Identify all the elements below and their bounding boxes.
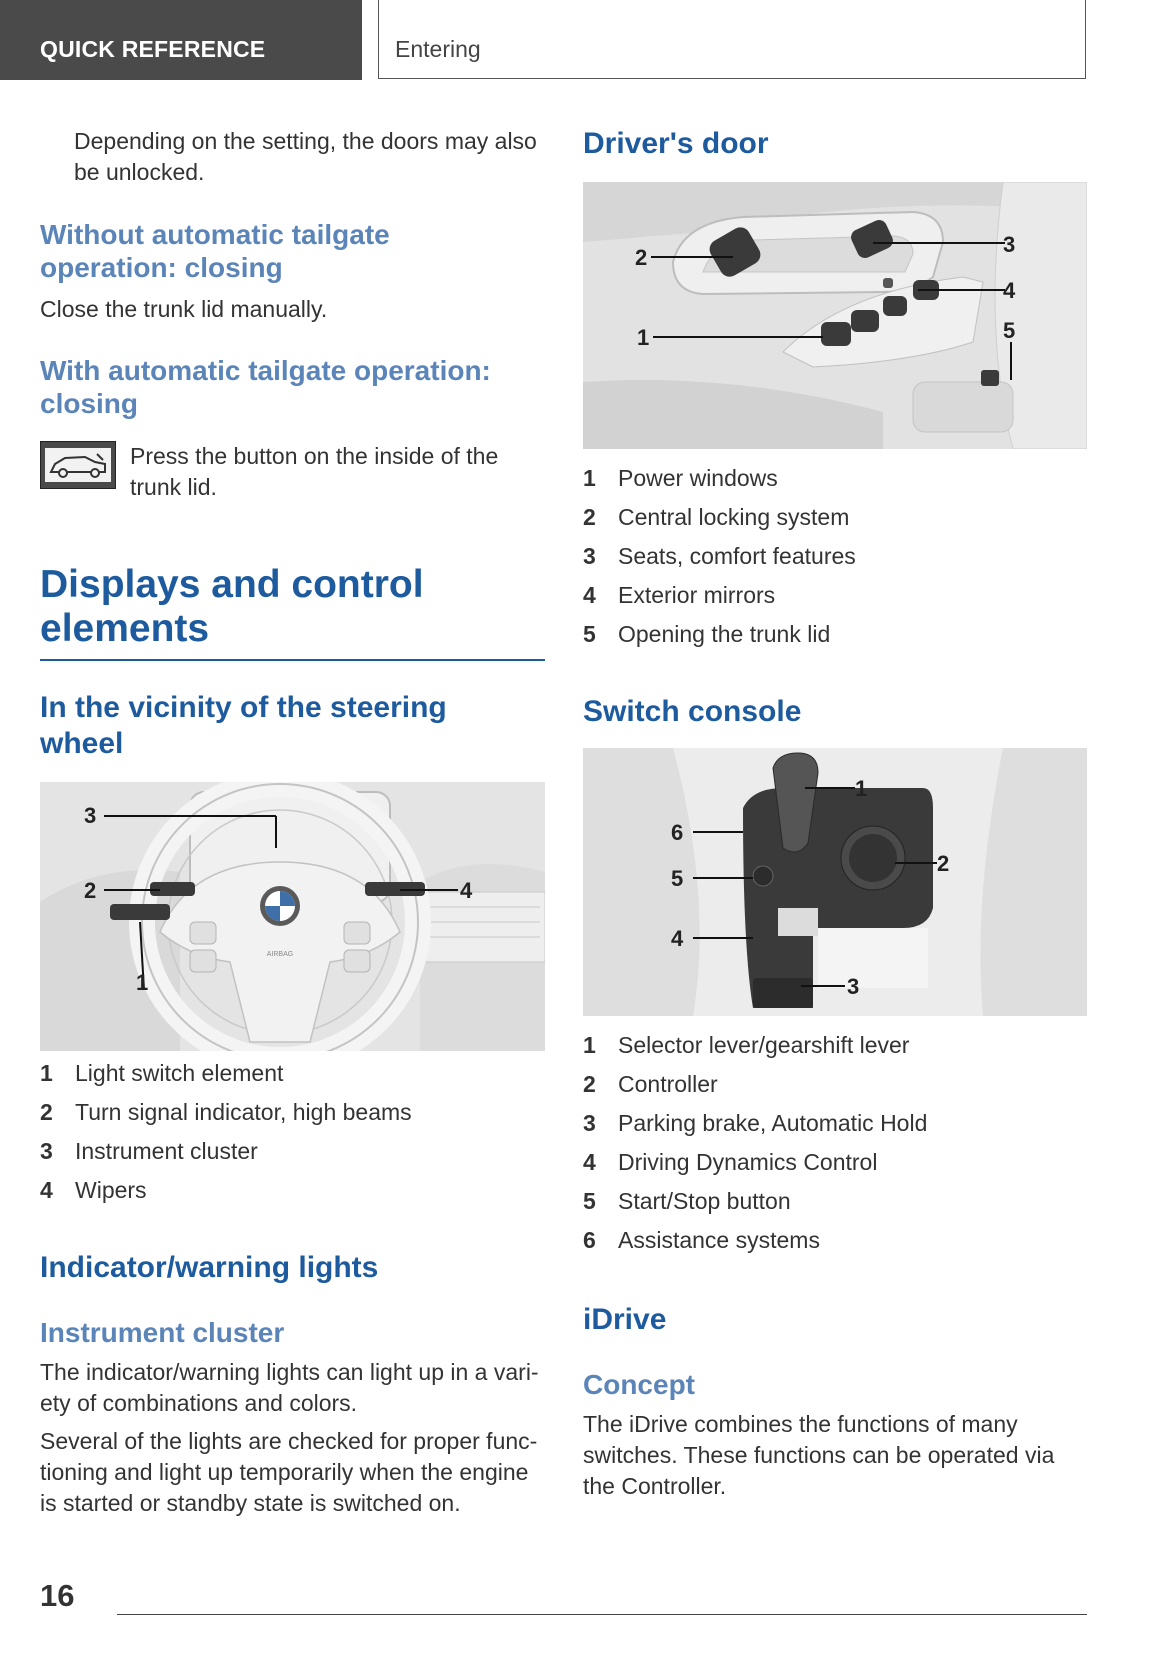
list-item: 5 Start/Stop button [583,1188,791,1214]
concept-subheading: Concept [583,1369,695,1400]
list-item: 4 Exterior mirrors [583,582,776,608]
idrive-concept-text: The iDrive combines the functions of many switches. These functions can be operated via the Controller. [583,1411,1055,1499]
list-item: 3 Parking brake, Automatic Hold [583,1110,928,1136]
displays-heading: Displays and control elements [40,563,424,650]
indicator-para-2: Several of the lights are checked for proper func-tioning and light up temporarily when the engine is started or standby state is switched on. [40,1428,538,1516]
list-item: 3 Instrument cluster [40,1138,258,1164]
steering-callout-3: 3 [84,803,97,828]
section-divider [40,659,545,661]
door-callout-3: 3 [1003,232,1016,257]
drivers-door-illustration [583,182,1087,449]
console-callout-5: 5 [671,866,684,891]
chapter-label: Entering [395,36,481,62]
footer-rule [117,1614,1087,1615]
drivers-door-heading: Driver's door [583,127,769,160]
steering-heading: In the vicinity of the steering wheel [40,691,447,760]
console-callout-1: 1 [855,776,868,801]
list-item: 5 Opening the trunk lid [583,621,831,647]
indicator-para-1: The indicator/warning lights can light up in a vari-ety of combinations and colors. [40,1359,539,1416]
steering-callout-1: 1 [136,970,149,995]
page-number: 16 [40,1578,75,1613]
door-callout-5: 5 [1003,318,1016,343]
console-callout-3: 3 [847,974,860,999]
list-item: 1 Power windows [583,465,778,491]
instrument-cluster-subheading: Instrument cluster [40,1317,285,1348]
list-item: 1 Selector lever/gearshift lever [583,1032,910,1058]
section-tab [0,0,362,80]
list-item: 6 Assistance systems [583,1227,820,1253]
indicator-heading: Indicator/warning lights [40,1251,379,1284]
list-item: 1 Light switch element [40,1060,284,1086]
steering-callout-2: 2 [84,878,97,903]
steering-wheel-illustration [40,782,545,1051]
steering-callout-4: 4 [460,878,473,903]
console-callout-2: 2 [937,851,950,876]
drivers-door-legend [583,459,1088,654]
chapter-header [378,0,1086,79]
door-callout-2: 2 [635,245,648,270]
section-label: QUICK REFERENCE [40,36,266,62]
steering-legend [40,1054,545,1210]
car-trunk-icon [41,442,115,488]
list-item: 2 Turn signal indicator, high beams [40,1099,412,1125]
door-callout-4: 4 [1003,278,1016,303]
list-item: 4 Wipers [40,1177,147,1203]
with-auto-text: Press the button on the inside of the trunk lid. [130,443,499,500]
switch-console-heading: Switch console [583,695,802,728]
drivers-door-figure [583,182,1087,449]
switch-console-figure [583,748,1087,1016]
airbag-label: AIRBAG [266,951,294,958]
switch-console-illustration [583,748,1087,1016]
list-item: 4 Driving Dynamics Control [583,1149,878,1175]
without-auto-heading: Without automatic tailgate operation: closing [40,219,390,283]
list-item: 2 Controller [583,1071,718,1097]
console-callout-6: 6 [671,820,684,845]
list-item: 3 Seats, comfort features [583,543,856,569]
tailgate-icon [40,441,116,489]
without-auto-text: Close the trunk lid manually. [40,296,328,322]
with-auto-heading: With automatic tailgate operation: closing [40,355,491,419]
switch-console-legend [583,1026,1088,1260]
door-callout-1: 1 [637,325,650,350]
steering-wheel-figure [40,782,545,1051]
idrive-heading: iDrive [583,1303,667,1336]
intro-text: Depending on the setting, the doors may also be unlocked. [74,128,537,185]
list-item: 2 Central locking system [583,504,850,530]
console-callout-4: 4 [671,926,684,951]
